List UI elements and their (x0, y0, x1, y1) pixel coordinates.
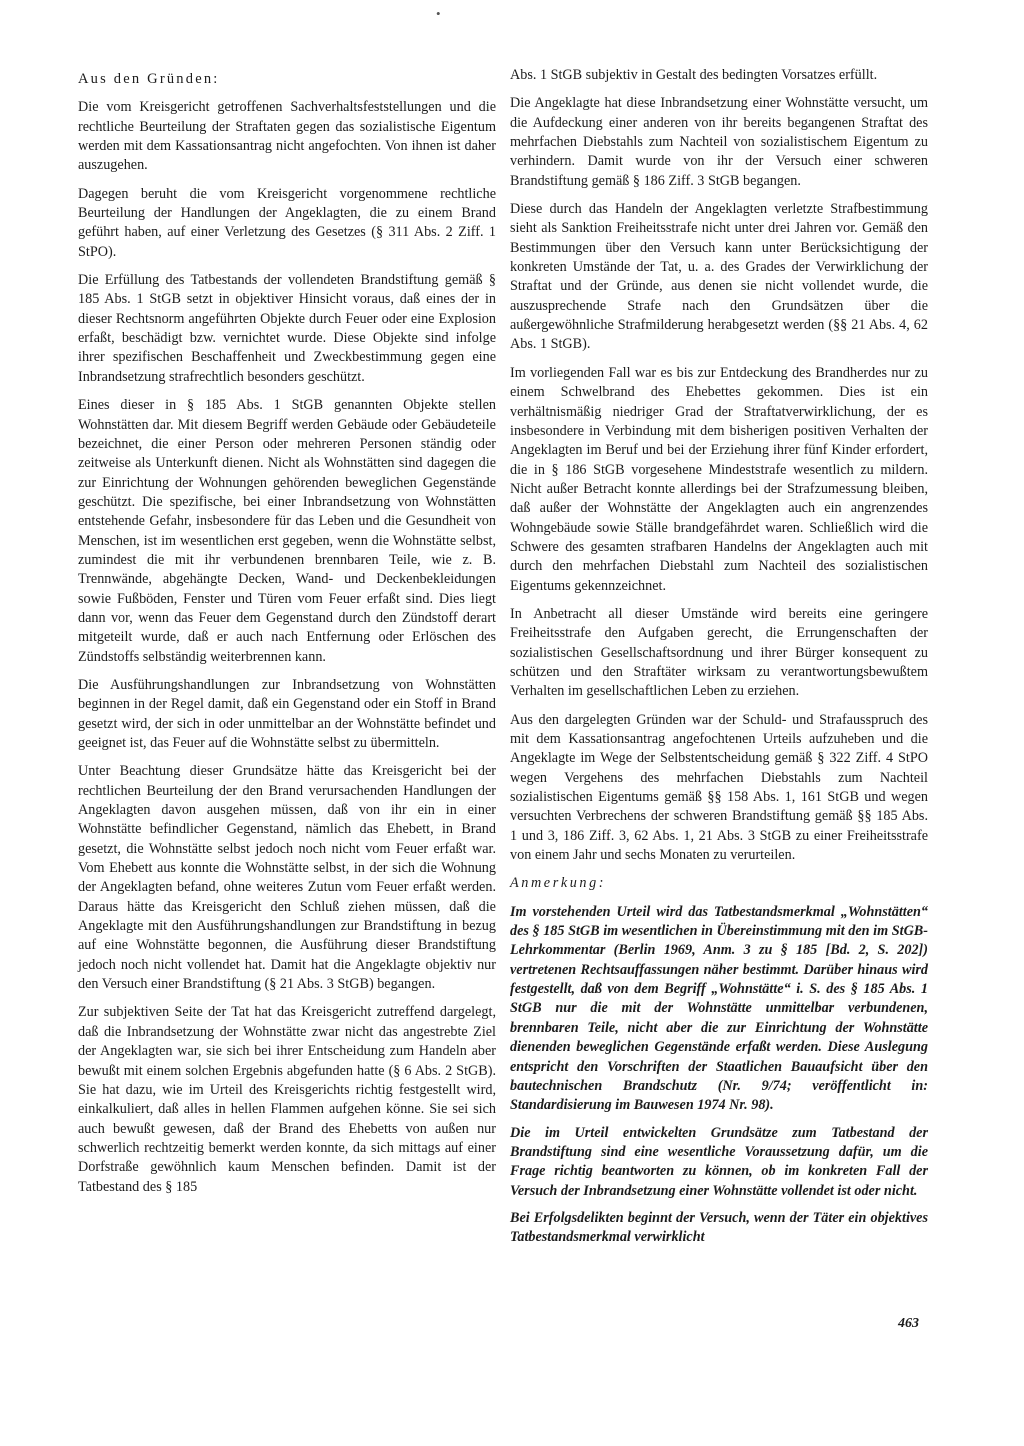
paragraph: In Anbetracht all dieser Umstände wird bereits eine geringere Freiheitsstrafe den Aufgaben gerecht, die Errungenschaften der sozialistischen Gesellschaftsordnung und ihrer Bürger konsequent zu schützen und den Straftäter wirksam zu verantwortungsbewußtem Verhalten im gesellschaftlichen Leben zu erziehen. (510, 605, 928, 700)
paragraph: Eines dieser in § 185 Abs. 1 StGB genannten Objekte stellen Wohnstätten dar. Mit diesem Begriff werden Gebäude oder Gebäudeteile bezeichnet, die einer Person oder mehreren Personen ständig oder zeitweise als Unterkunft dienen. Nicht als Wohnstätten sind dagegen die zur Einrichtung der Wohnungen gehörenden beweglichen Gegenstände geschützt. Die spezifische, bei einer Inbrandsetzung von Wohnstätten entstehende Gefahr, insbesondere für das Leben und die Gesundheit von Menschen, ist im wesentlichen erst gegeben, wenn die Wohnstätte selbst, zumindest die mit ihr verbundenen brennbaren Teile, wie z. B. Trennwände, abgehängte Decken, Wand- und Deckenbekleidungen sowie Fußböden, Fenster und Türen vom Feuer erfaßt sind. Dies liegt dann vor, wenn das Feuer dem Gegenstand durch den Zündstoff derart mitgeteilt wurde, daß er auch nach Entfernung oder Erlöschen des Zündstoffs selbständig weiterbrennen kann. (78, 397, 496, 665)
left-column (78, 70, 496, 1206)
annotation-paragraph: Die im Urteil entwickelten Grundsätze zum Tatbestand der Brandstiftung sind eine wesentliche Voraussetzung dafür, um die Frage richtig beantworten zu können, ob im konkreten Fall der Versuch der Inbrandsetzung einer Wohnstätte vollendet ist oder nicht. (510, 1124, 928, 1199)
right-column (510, 66, 928, 1256)
paragraph: Zur subjektiven Seite der Tat hat das Kreisgericht zutreffend dargelegt, daß die Inbrandsetzung der Wohnstätte zwar nicht das angestrebte Ziel der Angeklagten war, sie sich bei ihrer Entscheidung zum Handeln aber bewußt mit einem solchen Ergebnis abgefunden hatte (§ 6 Abs. 2 StGB). Sie hat dazu, wie im Urteil des Kreisgerichts richtig festgestellt wird, einkalkuliert, daß alles in hellen Flammen aufgehen könne. Sie sei sich auch bewußt gewesen, daß der Brand des Ehebetts von außen nur schwerlich rechtzeitig bemerkt werden konnte, da sich mittags auf einer Dorfstraße gewöhnlich kaum Menschen befinden. Damit ist der Tatbestand des § 185 (78, 1004, 496, 1195)
page-number: 463 (898, 1316, 919, 1331)
annotation-paragraph: Im vorstehenden Urteil wird das Tatbestandsmerkmal „Wohnstätten“ des § 185 StGB im wesentlichen in Übereinstimmung mit den im StGB-Lehrkommentar (Berlin 1969, Anm. 3 zu § 185 [Bd. 2, S. 202]) vertretenen Rechtsauffassungen näher bestimmt. Darüber hinaus wird festgestellt, daß von dem Begriff „Wohnstätte“ i. S. des § 185 Abs. 1 StGB nur die mit der Wohnstätte unmittelbar verbundenen, brennbaren Teile, nicht aber die zur Einrichtung der Wohnstätte dienenden beweglichen Gegenstände erfaßt werden. Diese Auslegung entspricht den Vorschriften der Staatlichen Bauaufsicht über den bautechnischen Brandschutz (Nr. 9/74; veröffentlicht in: Standardisierung im Bauwesen 1974 Nr. 98). (510, 903, 928, 1114)
paragraph: Diese durch das Handeln der Angeklagten verletzte Strafbestimmung sieht als Sanktion Freiheitsstrafe nicht unter drei Jahren vor. Gemäß den Bestimmungen über den Versuch kann unter Berücksichtigung der konkreten Umstände der Tat, u. a. des Grades der Verwirklichung der Straftat und der Gründe, aus denen sie nicht vollendet wurde, die auszusprechende Strafe nach den Grundsätzen über die außergewöhnliche Strafmilderung herabgesetzt werden (§§ 21 Abs. 4, 62 Abs. 1 StGB). (510, 201, 928, 353)
paragraph: Unter Beachtung dieser Grundsätze hätte das Kreisgericht bei der rechtlichen Beurteilung der den Brand verursachenden Handlungen der Angeklagten davon ausgehen müssen, daß von ihr ein in einer Wohnstätte befindlicher Gegenstand, nämlich das Ehebett, in Brand gesetzt, die Wohnstätte selbst jedoch noch nicht vom Feuer erfaßt war. Vom Ehebett aus konnte die Wohnstätte selbst, in der sich die Wohnung der Angeklagten befand, ohne weiteres Zutun vom Feuer erfaßt werden. Daraus hätte das Kreisgericht den Schluß ziehen müssen, daß die Angeklagte mit den Ausführungshandlungen zur Brandstiftung in bezug auf eine Wohnstätte begonnen, die Ausführung dieser Brandstiftung jedoch noch nicht vollendet hat. Damit hat die Angeklagte objektiv nur den Versuch einer Brandstiftung (§ 21 Abs. 3 StGB) begangen. (78, 763, 496, 993)
annotation-heading: Anmerkung: (510, 875, 607, 892)
section-heading: Aus den Gründen: (78, 71, 220, 87)
paragraph: Die Ausführungshandlungen zur Inbrandsetzung von Wohnstätten beginnen in der Regel damit, daß ein Gegenstand oder ein Stoff in Brand gesetzt wird, der sich in oder unmittelbar an der Wohnstätte befindet und geeignet ist, das Feuer auf die Wohnstätte selbst zu übermitteln. (78, 676, 496, 751)
paragraph: Die Angeklagte hat diese Inbrandsetzung einer Wohnstätte versucht, um die Aufdeckung einer anderen von ihr bereits begangenen Straftat des mehrfachen Diebstahls zum Nachteil von sozialistischem Eigentum zu verhindern. Damit wurde von ihr der Versuch einer schweren Brandstiftung gemäß § 186 Ziff. 3 StGB begangen. (510, 95, 928, 189)
paragraph: Die Erfüllung des Tatbestands der vollendeten Brandstiftung gemäß § 185 Abs. 1 StGB setzt in objektiver Hinsicht voraus, daß eines der in dieser Rechtsnorm angeführten Objekte durch Feuer oder eine Explosion erfaßt, beschädigt bzw. vernichtet wurde. Diese Objekte sind infolge ihrer spezifischen Beschaffenheit und Zweckbestimmung gegen eine Inbrandsetzung strafrechtlich besonders geschützt. (78, 272, 496, 385)
annotation-paragraph: Bei Erfolgsdelikten beginnt der Versuch, wenn der Täter ein objektives Tatbestandsmerkmal verwirklicht (510, 1209, 928, 1246)
top-mark: • (436, 6, 441, 21)
paragraph: Im vorliegenden Fall war es bis zur Entdeckung des Brandherdes nur zu einem Schwelbrand des Ehebettes gekommen. Dies ist ein verhältnismäßig niedriger Grad der Straftatverwirklichung, der es insbesondere in Verbindung mit dem bisherigen positiven Verhalten der Angeklagten im Beruf und bei der Erziehung ihrer fünf Kinder erfordert, die in § 186 StGB vorgesehene Mindeststrafe wesentlich zu mildern. Nicht außer Betracht konnte allerdings bei der Strafzumessung bleiben, daß außer der Wohnstätte der Angeklagten auch ein angrenzendes Wohngebäude sowie Ställe brandgefährdet waren. Schließlich wird die Schwere des gesamten strafbaren Handelns der Angeklagten auch mit durch den mehrfachen Diebstahl zum Nachteil des sozialistischen Eigentums gekennzeichnet. (510, 364, 928, 594)
paragraph: Die vom Kreisgericht getroffenen Sachverhaltsfeststellungen und die rechtliche Beurteilung der Straftaten gegen das sozialistische Eigentum werden mit dem Kassationsantrag nicht angefochten. Von ihnen ist daher auszugehen. (78, 99, 496, 174)
paragraph: Aus den dargelegten Gründen war der Schuld- und Strafausspruch des mit dem Kassationsantrag angefochtenen Urteils aufzuheben und die Angeklagte im Wege der Selbstentscheidung gemäß § 322 Ziff. 4 StPO wegen Vergehens des mehrfachen Diebstahls zum Nachteil sozialistischen Eigentums gemäß §§ 158 Abs. 1, 161 StGB und wegen versuchten Verbrechens der schweren Brandstiftung gemäß §§ 185 Abs. 1 und 3, 186 Ziff. 3, 62 Abs. 1, 21 Abs. 3 StGB zu einer Freiheitsstrafe von einem Jahr und sechs Monaten zu verurteilen. (510, 711, 928, 864)
paragraph-continuation: Abs. 1 StGB subjektiv in Gestalt des bedingten Vorsatzes erfüllt. (510, 67, 878, 83)
paragraph: Dagegen beruht die vom Kreisgericht vorgenommene rechtliche Beurteilung der Handlungen der Angeklagten, die zu einem Brand geführt haben, auf einer Verletzung des Gesetzes (§ 311 Abs. 2 Ziff. 1 StPO). (78, 185, 496, 260)
